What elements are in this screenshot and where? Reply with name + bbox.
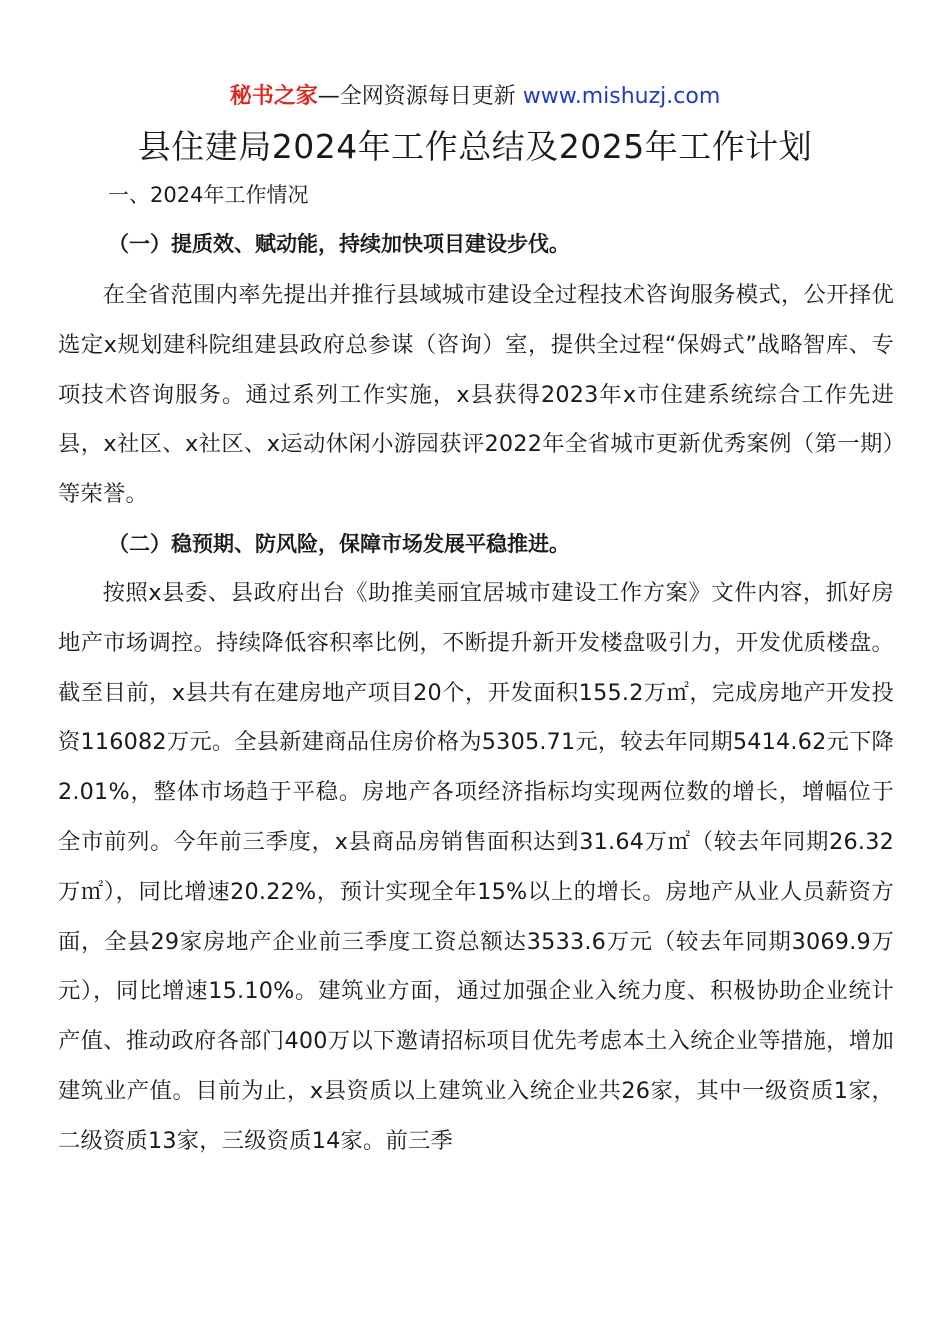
brand-name: 秘书之家 [229, 84, 318, 109]
site-url-link[interactable]: www.mishuzj.com [522, 84, 721, 109]
header-tagline: —全网资源每日更新 [317, 84, 523, 109]
paragraph-1: 在全省范围内率先提出并推行县域城市建设全过程技术咨询服务模式，公开择优选定x规划建科院组建县政府总参谋（咨询）室，提供全过程“保姆式”战略智库、专项技术咨询服务。通过系列工作实施，x县获得2023年x市住建系统综合工作先进县，x社区、x社区、x运动休闲小游园获评2022年全省城市更新优秀案例（第一期）等荣誉。 [58, 282, 894, 508]
paragraph-2: 按照x县委、县政府出台《助推美丽宜居城市建设工作方案》文件内容，抓好房地产市场调控。持续降低容积率比例，不断提升新开发楼盘吸引力，开发优质楼盘。截至目前，x县共有在建房地产项目20个，开发面积155.2万㎡，完成房地产开发投资116082万元。全县新建商品住房价格为5305.71元，较去年同期5414.62元下降2.01%，整体市场趋于平稳。房地产各项经济指标均实现两位数的增长，增幅位于全市前列。今年前三季度，x县商品房销售面积达到31.64万㎡（较去年同期26.32万㎡），同比增速20.22%，预计实现全年15%以上的增长。房地产从业人员薪资方面，全县29家房地产企业前三季度工资总额达3533.6万元（较去年同期3069.9万元），同比增速15.10%。建筑业方面，通过加强企业入统力度、积极协助企业统计产值、推动政府各部门400万以下邀请招标项目优先考虑本土入统企业等措施，增加建筑业产值。目前为止，x县资质以上建筑业入统企业共26家，其中一级资质1家，二级资质13家，三级资质14家。前三季 [58, 580, 894, 1154]
site-header [0, 82, 950, 112]
document-title: 县住建局2024年工作总结及2025年工作计划 [137, 127, 813, 166]
subsection-heading-1: （一）提质效、赋动能，持续加快项目建设步伐。 [108, 232, 570, 256]
section-heading-1: 一、2024年工作情况 [108, 183, 309, 207]
subsection-heading-2: （二）稳预期、防风险，保障市场发展平稳推进。 [108, 532, 570, 556]
